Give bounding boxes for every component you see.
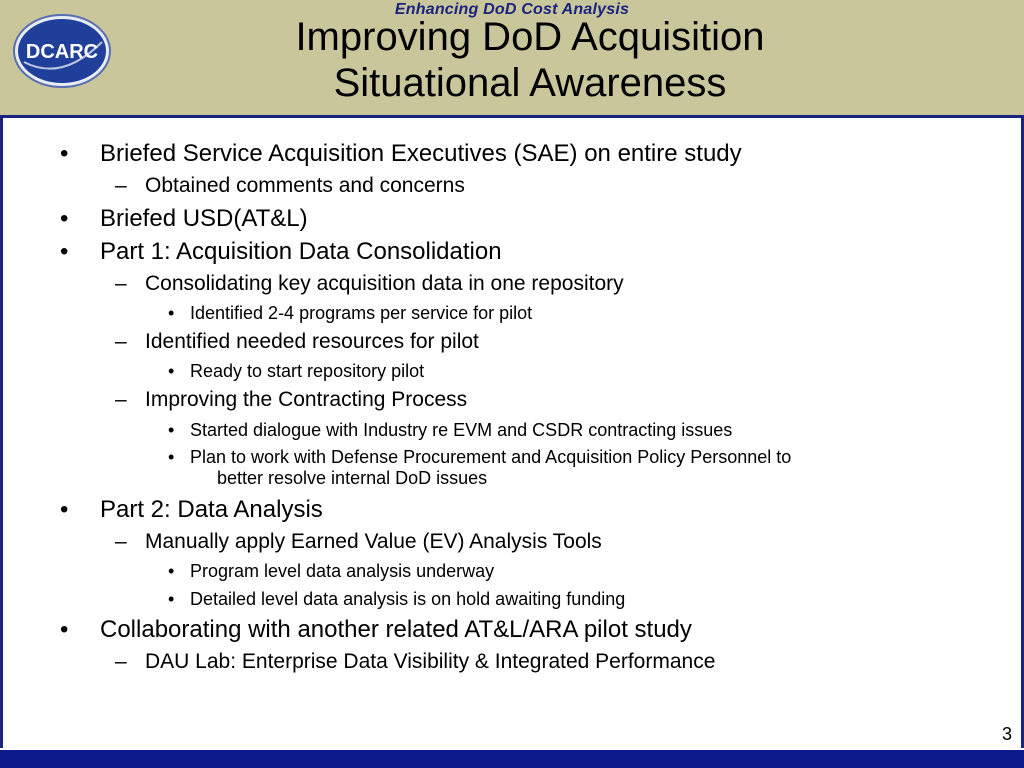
dash-marker: –: [115, 272, 127, 295]
list-item-text: Started dialogue with Industry re EVM and CSDR contracting issues: [190, 420, 733, 440]
bullet-marker: •: [60, 238, 69, 265]
slide-header: [0, 0, 1024, 118]
bullet-marker: •: [168, 561, 175, 581]
logo-text: DCARC: [25, 41, 99, 63]
dash-marker: –: [115, 174, 127, 197]
list-item-text: Identified needed resources for pilot: [145, 330, 479, 353]
bullet-marker: •: [168, 303, 175, 323]
dcarc-logo: [10, 12, 114, 90]
list-item-text: Briefed USD(AT&L): [100, 205, 308, 232]
list-item-text: Ready to start repository pilot: [190, 361, 425, 381]
list-item-text: Plan to work with Defense Procurement and Acquisition Policy Personnel to: [190, 447, 792, 467]
list-item: [115, 530, 602, 554]
list-item-text: Program level data analysis underway: [190, 561, 495, 581]
dash-marker: –: [115, 650, 127, 673]
list-item: [115, 388, 468, 412]
list-item: [115, 650, 716, 674]
list-item-text: Consolidating key acquisition data in one repository: [145, 272, 624, 295]
list-item-text: Collaborating with another related AT&L/ARA pilot study: [100, 616, 692, 643]
list-item-text: Part 1: Acquisition Data Consolidation: [100, 238, 502, 265]
list-item: [60, 205, 308, 233]
bullet-marker: •: [60, 496, 69, 523]
page-number: 3: [1001, 724, 1012, 744]
list-item-text: Detailed level data analysis is on hold awaiting funding: [190, 589, 626, 609]
list-item: [115, 174, 465, 198]
bullet-marker: •: [60, 140, 69, 167]
list-item-text: Briefed Service Acquisition Executives (SAE) on entire study: [100, 140, 742, 167]
list-item-text: better resolve internal DoD issues: [217, 468, 488, 488]
bullet-marker: •: [168, 420, 175, 440]
list-item: [168, 303, 533, 324]
bullet-marker: •: [60, 205, 69, 232]
list-item: [115, 330, 479, 354]
list-item-text: Identified 2-4 programs per service for pilot: [190, 303, 533, 323]
list-item: [60, 140, 742, 168]
list-item-text: DAU Lab: Enterprise Data Visibility & Integrated Performance: [145, 650, 716, 673]
title-line-2: Situational Awareness: [333, 61, 727, 105]
bullet-marker: •: [60, 616, 69, 643]
list-item: [168, 420, 733, 441]
list-item: [60, 496, 323, 524]
list-item: [168, 561, 495, 582]
list-item-text: Obtained comments and concerns: [145, 174, 465, 197]
dash-marker: –: [115, 388, 127, 411]
list-item-text: Improving the Contracting Process: [145, 388, 468, 411]
list-item: [115, 272, 624, 296]
list-item: [168, 589, 626, 610]
title-line-1: Improving DoD Acquisition: [295, 15, 765, 59]
dash-marker: –: [115, 330, 127, 353]
list-item: [168, 361, 425, 382]
footer-bar: [0, 750, 1024, 768]
list-item: [60, 238, 502, 266]
dash-marker: –: [115, 530, 127, 553]
list-item: [168, 447, 792, 468]
bullet-marker: •: [168, 361, 175, 381]
page-title: [150, 14, 910, 106]
list-item: [60, 616, 692, 644]
list-item-text: Manually apply Earned Value (EV) Analysis Tools: [145, 530, 602, 553]
bullet-marker: •: [168, 589, 175, 609]
list-item-text: Part 2: Data Analysis: [100, 496, 323, 523]
tagline: Enhancing DoD Cost Analysis: [394, 1, 630, 18]
bullet-marker: •: [168, 447, 175, 467]
list-item-continuation: [217, 468, 487, 489]
